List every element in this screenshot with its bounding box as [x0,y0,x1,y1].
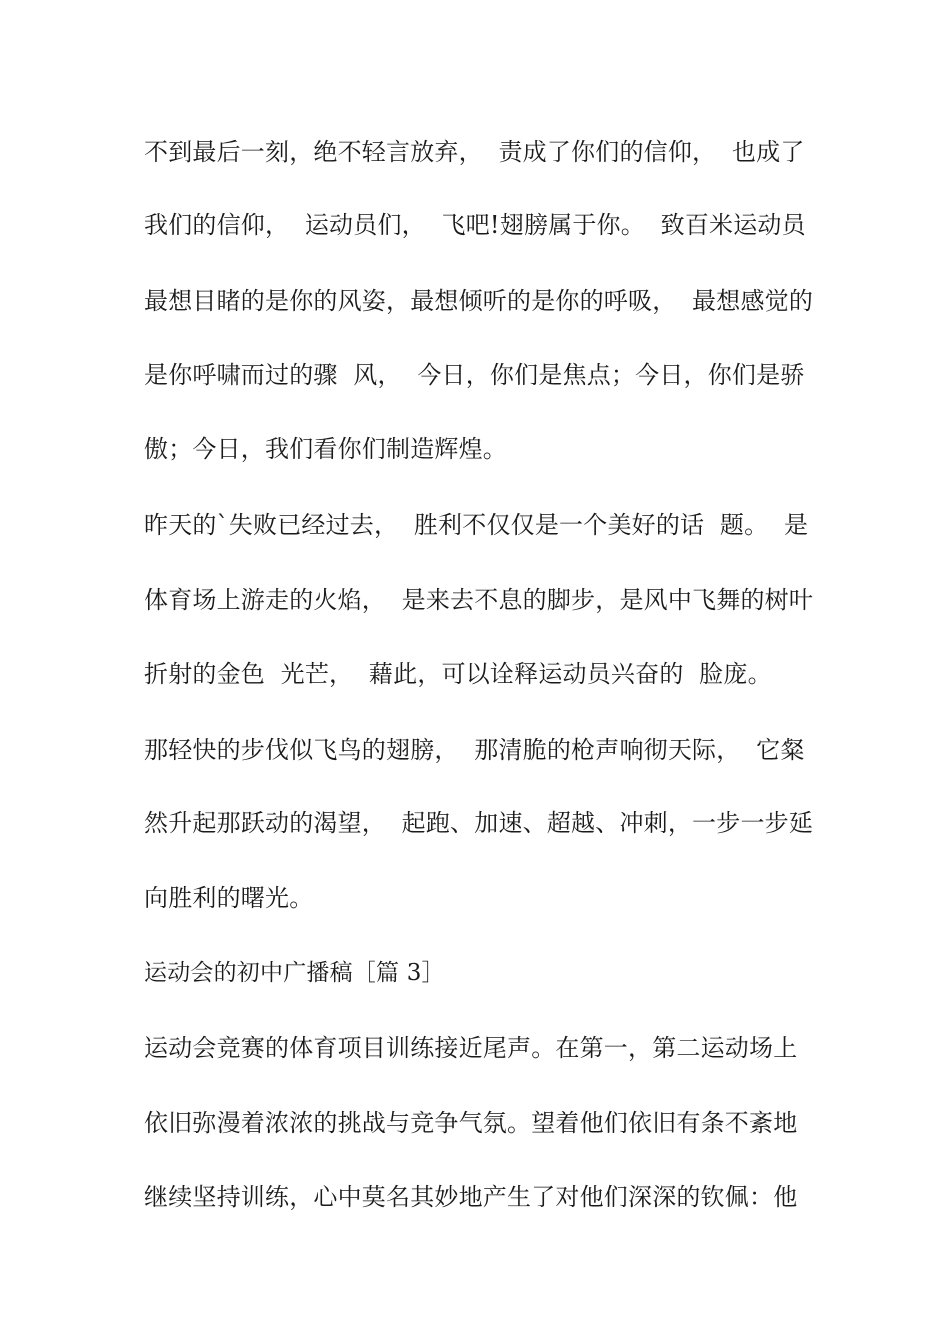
text-line: 运动会竞赛的体育项目训练接近尾声。在第一，第二运动场上 [144,1034,798,1062]
text-line: 依旧弥漫着浓浓的挑战与竞争气氛。望着他们依旧有条不紊地 [144,1109,798,1137]
text-line: 不到最后一刻，绝不轻言放弃， 责成了你们的信仰， 也成了 [144,138,805,166]
text-line: 最想目睹的是你的风姿，最想倾听的是你的呼吸， 最想感觉的 [144,287,814,315]
text-line: 然升起那跃动的渴望， 起跑、加速、超越、冲刺，一步一步延 [144,809,814,837]
text-line: 继续坚持训练，心中莫名其妙地产生了对他们深深的钦佩：他 [144,1183,798,1211]
text-line: 折射的金色 光芒， 藉此，可以诠释运动员兴奋的 脸庞。 [144,660,772,688]
text-line: 那轻快的步伐似飞鸟的翅膀， 那清脆的枪声响彻天际， 它粲 [144,736,805,764]
text-line: 昨天的`失败已经过去， 胜利不仅仅是一个美好的话 题。 是 [144,511,809,539]
text-line: 我们的信仰， 运动员们， 飞吧!翅膀属于你。 致百米运动员 [144,211,806,239]
text-line: 体育场上游走的火焰， 是来去不息的脚步，是风中飞舞的树叶 [144,586,814,614]
text-line: 是你呼啸而过的骤 风， 今日，你们是焦点；今日，你们是骄 [144,361,805,389]
section-title: 运动会的初中广播稿［篇 3］ [144,960,445,986]
text-line: 向胜利的曙光。 [144,884,314,912]
text-line: 傲；今日，我们看你们制造辉煌。 [144,435,507,463]
